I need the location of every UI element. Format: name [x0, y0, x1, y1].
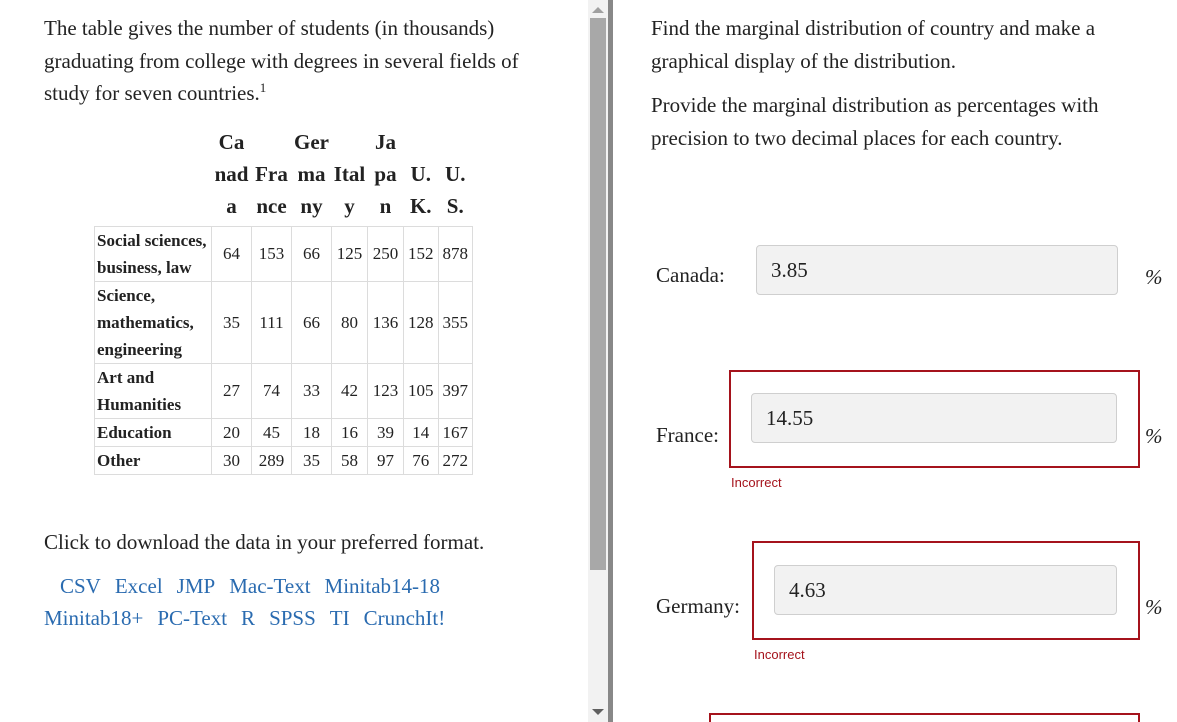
left-pane-scrollbar[interactable]	[588, 0, 608, 722]
download-link-crunchit[interactable]: CrunchIt!	[363, 606, 446, 630]
download-links	[44, 570, 554, 634]
table-cell: 64	[212, 227, 252, 282]
download-link-minitab14-18[interactable]: Minitab14-18	[324, 574, 441, 598]
table-cell: 66	[292, 227, 332, 282]
germany-input[interactable]	[774, 565, 1117, 615]
germany-incorrect-message: Incorrect	[754, 647, 805, 662]
table-cell: 128	[404, 282, 439, 364]
table-cell: 167	[438, 419, 473, 447]
table-cell: 74	[252, 364, 292, 419]
download-link-jmp[interactable]: JMP	[176, 574, 216, 598]
download-link-spss[interactable]: SPSS	[269, 606, 316, 630]
table-cell: 20	[212, 419, 252, 447]
table-cell: 153	[252, 227, 292, 282]
scrollbar-thumb[interactable]	[590, 18, 606, 570]
download-link-pc-text[interactable]: PC-Text	[157, 606, 228, 630]
table-cell: 76	[404, 447, 439, 475]
row-header: Art and Humanities	[95, 364, 212, 419]
table-cell: 30	[212, 447, 252, 475]
table-cell: 27	[212, 364, 252, 419]
table-cell: 250	[368, 227, 404, 282]
canada-percent-unit: %	[1145, 265, 1163, 289]
table-cell: 58	[332, 447, 368, 475]
intro-text: The table gives the number of students (in thousands) graduating from college with degrees in several fields of study for seven countries.$^1$	[44, 16, 519, 105]
canada-input[interactable]	[756, 245, 1118, 295]
table-cell: 152	[404, 227, 439, 282]
row-header: Education	[95, 419, 212, 447]
germany-label: Germany:	[656, 594, 740, 618]
table-cell: 35	[292, 447, 332, 475]
table-cell: 45	[252, 419, 292, 447]
table-cell: 66	[292, 282, 332, 364]
france-incorrect-message: Incorrect	[731, 475, 782, 490]
table-cell: 33	[292, 364, 332, 419]
table-row	[95, 364, 473, 419]
download-link-minitab18plus[interactable]: Minitab18+	[44, 606, 144, 630]
row-header: Social sciences, business, law	[95, 227, 212, 282]
col-header: Japan	[374, 130, 397, 218]
col-header: Italy	[333, 162, 366, 218]
scroll-up-arrow-icon[interactable]	[592, 7, 604, 13]
table-cell: 105	[404, 364, 439, 419]
table-cell: 123	[368, 364, 404, 419]
col-header: U.S.	[445, 162, 466, 218]
canada-label: Canada:	[656, 263, 725, 287]
table-cell: 272	[438, 447, 473, 475]
table-cell: 397	[438, 364, 473, 419]
france-label: France:	[656, 423, 719, 447]
download-link-excel[interactable]: Excel	[114, 574, 163, 598]
download-link-ti[interactable]: TI	[329, 606, 350, 630]
table-cell: 97	[368, 447, 404, 475]
table-cell: 18	[292, 419, 332, 447]
table-row	[95, 447, 473, 475]
table-row	[95, 227, 473, 282]
col-header: U.K.	[409, 162, 432, 218]
footnote-marker[interactable]: 1	[259, 80, 267, 95]
table-cell: 355	[438, 282, 473, 364]
table-cell: 14	[404, 419, 439, 447]
col-header: Germany	[294, 130, 329, 218]
table-cell: 39	[368, 419, 404, 447]
row-header: Other	[95, 447, 212, 475]
germany-percent-unit: %	[1145, 595, 1163, 619]
download-link-csv[interactable]: CSV	[60, 574, 101, 598]
scroll-down-arrow-icon[interactable]	[592, 709, 604, 715]
france-percent-unit: %	[1145, 424, 1163, 448]
next-answer-error-box	[709, 713, 1140, 722]
question-prompt: Find the marginal distribution of country and make a graphical display of the distribution.	[651, 16, 1096, 73]
question-instruction: Provide the marginal distribution as percentages with precision to two decimal places for each country.	[651, 93, 1099, 150]
table-cell: 80	[332, 282, 368, 364]
france-input[interactable]	[751, 393, 1117, 443]
table-cell: 125	[332, 227, 368, 282]
table-row	[95, 419, 473, 447]
download-link-mac-text[interactable]: Mac-Text	[229, 574, 311, 598]
download-label: Click to download the data in your preferred format.	[44, 530, 485, 554]
table-cell: 35	[212, 282, 252, 364]
table-cell: 42	[332, 364, 368, 419]
table-cell: 111	[252, 282, 292, 364]
col-header: Canada	[214, 130, 249, 218]
table-row	[95, 282, 473, 364]
row-header: Science, mathematics, engineering	[95, 282, 212, 364]
data-table	[94, 126, 473, 475]
table-cell: 289	[252, 447, 292, 475]
table-cell: 878	[438, 227, 473, 282]
table-cell: 136	[368, 282, 404, 364]
download-link-r[interactable]: R	[241, 606, 256, 630]
left-pane	[0, 0, 588, 722]
table-cell: 16	[332, 419, 368, 447]
right-pane	[613, 0, 1177, 722]
col-header: France	[255, 162, 288, 218]
